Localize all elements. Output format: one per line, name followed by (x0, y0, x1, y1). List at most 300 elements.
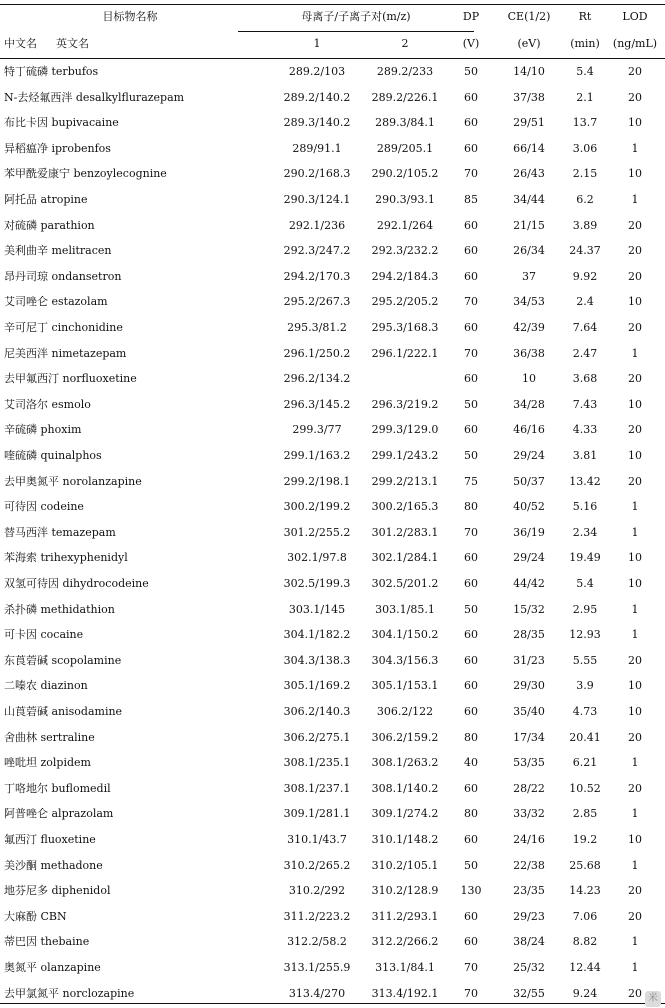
rt-value: 5.4 (576, 65, 594, 78)
dp-value: 60 (464, 116, 478, 130)
ce-value: 14/10 (513, 65, 545, 78)
ion-pair-1: 312.2/58.2 (287, 935, 347, 949)
english-name: iprobenfos (51, 141, 111, 155)
ion-pair-2: 306.2/159.2 (371, 730, 439, 744)
ion-pair-2: 296.1/222.1 (371, 346, 439, 360)
header-rt-unit: (min) (570, 37, 600, 50)
dp-value: 50 (464, 858, 478, 872)
dp-value: 70 (464, 346, 478, 360)
dp-value: 70 (464, 295, 478, 309)
dp-value: 60 (464, 372, 478, 386)
table-row (0, 238, 665, 264)
lod-value: 1 (631, 756, 639, 770)
dp-value: 50 (464, 397, 478, 411)
dp-value: 50 (464, 65, 478, 78)
lod-value: 1 (631, 500, 639, 514)
ce-value: 26/43 (513, 167, 545, 181)
header-english-name: 英文名 (56, 37, 89, 50)
lod-value: 20 (628, 218, 642, 232)
dp-value: 60 (464, 909, 478, 923)
ce-value: 15/32 (513, 602, 545, 616)
dp-value: 70 (464, 167, 478, 181)
english-name: dihydrocodeine (62, 577, 149, 590)
chinese-name: N-去烃氟西泮 (4, 90, 73, 104)
rt-value: 7.06 (572, 909, 598, 923)
ion-pair-1: 292.3/247.2 (283, 244, 351, 258)
table-row (0, 699, 665, 725)
ion-pair-2: 308.1/263.2 (371, 756, 439, 770)
ion-pair-2: 299.2/213.1 (371, 474, 439, 488)
dp-value: 50 (464, 449, 478, 462)
header-rt: Rt (578, 10, 592, 23)
dp-value: 85 (464, 193, 478, 206)
english-name: norclozapine (62, 986, 135, 1000)
ion-pair-1: 308.1/235.1 (283, 756, 351, 770)
english-name: cocaine (40, 628, 84, 642)
ion-pair-1: 306.2/275.1 (283, 730, 351, 744)
ion-pair-2: 296.3/219.2 (371, 397, 439, 411)
ion-pair-2: 306.2/122 (376, 705, 434, 718)
dp-value: 60 (464, 551, 478, 565)
rt-value: 2.15 (572, 167, 598, 181)
ce-value: 31/23 (513, 653, 545, 667)
ce-value: 26/34 (513, 244, 545, 258)
ion-pair-1: 301.2/255.2 (283, 525, 351, 539)
table-row (0, 929, 665, 955)
ce-value: 34/44 (513, 193, 545, 206)
english-name: diphenidol (51, 884, 111, 898)
ce-value: 29/24 (513, 449, 545, 462)
lod-value: 1 (631, 346, 639, 360)
ion-pair-1: 309.1/281.1 (283, 807, 351, 821)
table-row (0, 494, 665, 520)
english-name: norfluoxetine (62, 372, 137, 386)
dp-value: 60 (464, 423, 478, 437)
chinese-name: 艾司唑仑 (4, 295, 48, 309)
header-ion-pair: 母离子/子离子对(m/z) (301, 10, 411, 23)
chinese-name: 辛可尼丁 (4, 321, 48, 334)
lod-value: 10 (628, 705, 642, 718)
compound-name (4, 571, 149, 597)
ion-pair-1: 294.2/170.3 (283, 269, 351, 283)
chinese-name: 苯甲酰爱康宁 (4, 167, 70, 181)
dp-value: 60 (464, 269, 478, 283)
ce-value: 37 (522, 269, 536, 283)
compound-name (4, 648, 121, 674)
english-name: diazinon (40, 679, 88, 693)
header-ion-pair-1: 1 (313, 37, 321, 50)
compound-name (4, 520, 116, 546)
ion-pair-1: 296.2/134.2 (283, 372, 351, 386)
compound-name (4, 853, 103, 879)
table-row (0, 904, 665, 930)
ion-pair-2: 299.3/129.0 (371, 423, 439, 437)
ion-pair-1: 299.1/163.2 (283, 449, 351, 462)
english-name: desalkylflurazepam (75, 90, 185, 104)
lod-value: 1 (631, 628, 639, 642)
lod-value: 20 (628, 986, 642, 1000)
rt-value: 24.37 (569, 244, 601, 258)
ion-pair-1: 304.3/138.3 (283, 653, 351, 667)
ion-pair-1: 289/91.1 (292, 141, 342, 155)
table-row (0, 648, 665, 674)
chinese-name: 美沙酮 (4, 858, 37, 872)
rt-value: 2.47 (572, 346, 598, 360)
ion-pair-2: 289.2/226.1 (371, 90, 439, 104)
compound-name (4, 443, 102, 469)
ion-pair-1: 306.2/140.3 (283, 705, 351, 718)
ion-pair-2: 310.2/128.9 (371, 884, 439, 898)
chinese-name: 奥氮平 (4, 961, 37, 974)
table-row (0, 545, 665, 571)
ion-pair-2: 295.3/168.3 (371, 321, 439, 334)
chinese-name: 苯海索 (4, 551, 37, 565)
chinese-name: 尼美西泮 (4, 346, 48, 360)
ce-value: 23/35 (513, 884, 545, 898)
chinese-name: 昂丹司琼 (4, 269, 48, 283)
rt-value: 8.82 (572, 935, 598, 949)
dp-value: 60 (464, 628, 478, 642)
rt-value: 3.68 (572, 372, 598, 386)
rt-value: 2.85 (572, 807, 598, 821)
table-row (0, 289, 665, 315)
compound-name (4, 878, 110, 904)
dp-value: 60 (464, 679, 478, 693)
ce-value: 46/16 (513, 423, 545, 437)
rt-value: 9.92 (572, 269, 598, 283)
ion-pair-1: 289.2/103 (288, 65, 346, 78)
english-name: buflomedil (51, 781, 111, 795)
ce-value: 29/30 (513, 679, 545, 693)
english-name: benzoylecognine (73, 167, 167, 181)
ion-pair-1: 295.2/267.3 (283, 295, 351, 309)
compound-name (4, 59, 98, 85)
rt-value: 25.68 (569, 858, 601, 872)
compound-name (4, 213, 95, 239)
chinese-name: 氟西汀 (4, 833, 37, 846)
ce-value: 35/40 (513, 705, 545, 718)
compound-name (4, 494, 84, 520)
dp-value: 80 (464, 730, 478, 744)
rt-value: 3.9 (576, 679, 594, 693)
ion-pair-1: 310.1/43.7 (287, 833, 347, 846)
english-name: phoxim (40, 423, 82, 437)
dp-value: 60 (464, 705, 478, 718)
rt-value: 13.42 (569, 474, 601, 488)
header-ion-pair-rule (238, 31, 474, 32)
english-name: anisodamine (51, 705, 123, 718)
table-row (0, 443, 665, 469)
ce-value: 25/32 (513, 961, 545, 974)
ion-pair-1: 310.2/292 (288, 884, 346, 898)
rt-value: 5.4 (576, 577, 594, 590)
dp-value: 75 (464, 474, 478, 488)
ce-value: 38/24 (513, 935, 545, 949)
ce-value: 10 (522, 372, 536, 386)
ion-pair-1: 299.3/77 (292, 423, 342, 437)
compound-name (4, 136, 111, 162)
lod-value: 10 (628, 551, 642, 565)
compound-name (4, 469, 142, 495)
rt-value: 13.7 (572, 116, 598, 130)
header-lod-unit: (ng/mL) (612, 37, 658, 50)
ion-pair-1: 308.1/237.1 (283, 781, 351, 795)
compound-name (4, 417, 81, 443)
compound-name (4, 289, 108, 315)
table-row (0, 315, 665, 341)
lod-value: 20 (628, 269, 642, 283)
chinese-name: 可卡因 (4, 628, 37, 642)
dp-value: 70 (464, 525, 478, 539)
rt-value: 2.4 (576, 295, 594, 309)
compound-name (4, 673, 88, 699)
lod-value: 20 (628, 730, 642, 744)
compound-name (4, 929, 89, 955)
table-row (0, 520, 665, 546)
english-name: esmolo (51, 397, 91, 411)
chinese-name: 丁咯地尔 (4, 781, 48, 795)
chinese-name: 美利曲辛 (4, 244, 48, 258)
compound-name (4, 238, 111, 264)
rt-value: 19.49 (569, 551, 601, 565)
rt-value: 5.16 (572, 500, 598, 514)
lod-value: 10 (628, 577, 642, 590)
english-name: CBN (40, 909, 67, 923)
rt-value: 2.1 (576, 90, 594, 104)
chinese-name: 对硫磷 (4, 218, 37, 232)
chinese-name: 喹硫磷 (4, 449, 37, 462)
ce-value: 29/51 (513, 116, 545, 130)
ion-pair-1: 299.2/198.1 (283, 474, 351, 488)
table-row (0, 955, 665, 981)
compound-name (4, 955, 101, 981)
ion-pair-2 (350, 366, 460, 392)
compound-name (4, 366, 137, 392)
compound-name (4, 725, 95, 751)
rt-value: 3.89 (572, 218, 598, 232)
chinese-name: 二嗪农 (4, 679, 37, 693)
compound-name (4, 545, 128, 571)
ce-value: 32/55 (513, 986, 545, 1000)
lod-value: 1 (631, 807, 639, 821)
lod-value: 1 (631, 525, 639, 539)
chinese-name: 杀扑磷 (4, 602, 37, 616)
ce-value: 21/15 (513, 218, 545, 232)
chinese-name: 布比卡因 (4, 116, 48, 130)
english-name: methidathion (40, 602, 115, 616)
ion-pair-2: 302.1/284.1 (371, 551, 439, 565)
ion-pair-2: 313.1/84.1 (375, 961, 435, 974)
compound-name (4, 597, 115, 623)
compound-name (4, 187, 88, 213)
chinese-name: 异稻瘟净 (4, 141, 48, 155)
lod-value: 20 (628, 90, 642, 104)
dp-value: 70 (464, 986, 478, 1000)
rt-value: 7.64 (572, 321, 598, 334)
ion-pair-2: 305.1/153.1 (371, 679, 439, 693)
english-name: alprazolam (51, 807, 114, 821)
rt-value: 14.23 (569, 884, 601, 898)
rt-value: 2.95 (572, 602, 598, 616)
table-row (0, 85, 665, 111)
chinese-name: 可待因 (4, 500, 37, 514)
chinese-name: 蒂巴因 (4, 935, 37, 949)
english-name: atropine (40, 193, 88, 206)
lod-value: 20 (628, 372, 642, 386)
ion-pair-1: 296.1/250.2 (283, 346, 351, 360)
compound-name (4, 622, 83, 648)
ion-pair-2: 304.1/150.2 (371, 628, 439, 642)
dp-value: 80 (464, 807, 478, 821)
compound-name (4, 827, 96, 853)
ion-pair-2: 310.1/148.2 (371, 833, 439, 846)
ce-value: 34/53 (513, 295, 545, 309)
ion-pair-2: 289/205.1 (376, 141, 434, 155)
table-row (0, 597, 665, 623)
ce-value: 34/28 (513, 397, 545, 411)
table-row (0, 341, 665, 367)
lod-value: 20 (628, 244, 642, 258)
ce-value: 24/16 (513, 833, 545, 846)
dp-value: 60 (464, 321, 478, 334)
ce-value: 29/24 (513, 551, 545, 565)
chinese-name: 双氢可待因 (4, 577, 59, 590)
lod-value: 20 (628, 884, 642, 898)
dp-value: 80 (464, 500, 478, 514)
ion-pair-1: 311.2/223.2 (283, 909, 351, 923)
english-name: terbufos (51, 65, 99, 78)
english-name: bupivacaine (51, 116, 119, 130)
english-name: norolanzapine (62, 474, 142, 488)
dp-value: 60 (464, 935, 478, 949)
ion-pair-1: 304.1/182.2 (283, 628, 351, 642)
table-row (0, 366, 665, 392)
ion-pair-2: 289.2/233 (376, 65, 434, 78)
compound-name (4, 750, 91, 776)
chinese-name: 阿托品 (4, 193, 37, 206)
rt-value: 3.06 (572, 141, 598, 155)
ion-pair-2: 299.1/243.2 (371, 449, 439, 462)
ion-pair-2: 309.1/274.2 (371, 807, 439, 821)
ce-value: 66/14 (513, 141, 545, 155)
compound-name (4, 801, 113, 827)
ce-value: 28/22 (513, 781, 545, 795)
rt-value: 19.2 (572, 833, 598, 846)
rt-value: 4.73 (572, 705, 598, 718)
chinese-name: 辛硫磷 (4, 423, 37, 437)
ion-pair-1: 300.2/199.2 (283, 500, 351, 514)
lod-value: 10 (628, 679, 642, 693)
ion-pair-1: 290.2/168.3 (283, 167, 351, 181)
ion-pair-1: 289.3/140.2 (283, 116, 351, 130)
table-row (0, 392, 665, 418)
ion-pair-1: 290.3/124.1 (283, 193, 351, 206)
rt-value: 12.93 (569, 628, 601, 642)
header-ce: CE(1/2) (507, 10, 551, 23)
english-name: temazepam (51, 525, 116, 539)
compound-name (4, 699, 122, 725)
lod-value: 1 (631, 961, 639, 974)
compound-name (4, 776, 111, 802)
table-row (0, 827, 665, 853)
dp-value: 60 (464, 577, 478, 590)
compound-name (4, 110, 119, 136)
chinese-name: 大麻酚 (4, 909, 37, 923)
dp-value: 60 (464, 781, 478, 795)
lod-value: 20 (628, 909, 642, 923)
chinese-name: 阿普唑仑 (4, 807, 48, 821)
ion-pair-1: 303.1/145 (288, 602, 346, 616)
chinese-name: 去甲奥氮平 (4, 474, 59, 488)
ce-value: 28/35 (513, 628, 545, 642)
lod-value: 10 (628, 449, 642, 462)
english-name: cinchonidine (51, 321, 123, 334)
english-name: nimetazepam (51, 346, 127, 360)
chinese-name: 特丁硫磷 (4, 65, 48, 78)
table-row (0, 187, 665, 213)
chinese-name: 舍曲林 (4, 730, 37, 744)
english-name: melitracen (51, 244, 112, 258)
ion-pair-1: 310.2/265.2 (283, 858, 351, 872)
ce-value: 53/35 (513, 756, 545, 770)
dp-value: 60 (464, 244, 478, 258)
lod-value: 10 (628, 833, 642, 846)
ion-pair-2: 303.1/85.1 (375, 602, 435, 616)
compound-name (4, 85, 184, 111)
rt-value: 10.52 (569, 781, 601, 795)
lod-value: 10 (628, 295, 642, 309)
ion-pair-2: 310.2/105.1 (371, 858, 439, 872)
chinese-name: 山莨菪碱 (4, 705, 48, 718)
dp-value: 40 (464, 756, 478, 770)
ion-pair-2: 292.1/264 (376, 218, 434, 232)
table-row (0, 417, 665, 443)
ion-pair-1: 295.3/81.2 (287, 321, 347, 334)
lod-value: 20 (628, 321, 642, 334)
header-target-name: 目标物名称 (102, 10, 158, 23)
ion-pair-1: 289.2/140.2 (283, 90, 351, 104)
ce-value: 42/39 (513, 321, 545, 334)
header-chinese-name: 中文名 (4, 37, 37, 50)
ion-pair-2: 308.1/140.2 (371, 781, 439, 795)
ion-pair-2: 290.2/105.2 (371, 167, 439, 181)
compound-name (4, 392, 91, 418)
english-name: sertraline (40, 730, 95, 744)
ion-pair-2: 313.4/192.1 (371, 986, 439, 1000)
chinese-name: 去甲氯氮平 (4, 986, 59, 1000)
dp-value: 60 (464, 141, 478, 155)
english-name: trihexyphenidyl (40, 551, 128, 565)
rt-value: 20.41 (569, 730, 601, 744)
table-row (0, 750, 665, 776)
watermark-logo: 米 (645, 991, 661, 1007)
lod-value: 1 (631, 858, 639, 872)
table-bottom-rule (0, 1003, 665, 1004)
header-dp: DP (462, 10, 480, 23)
lod-value: 20 (628, 65, 642, 78)
lod-value: 10 (628, 116, 642, 130)
table-row (0, 264, 665, 290)
dp-value: 50 (464, 602, 478, 616)
ion-pair-1: 305.1/169.2 (283, 679, 351, 693)
dp-value: 130 (460, 884, 482, 898)
ce-value: 50/37 (513, 474, 545, 488)
ion-pair-1: 296.3/145.2 (283, 397, 351, 411)
rt-value: 9.24 (572, 986, 598, 1000)
compound-name (4, 264, 121, 290)
table-top-rule (0, 4, 665, 5)
lod-value: 20 (628, 423, 642, 437)
